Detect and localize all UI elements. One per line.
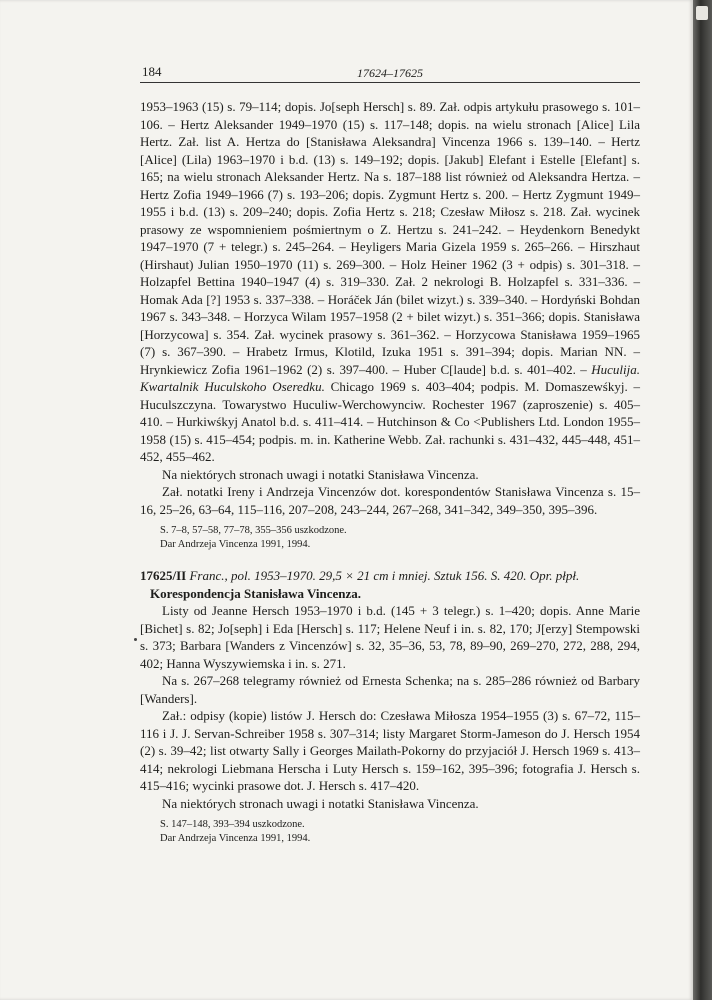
entry-17625-description: Franc., pol. 1953–1970. 29,5 × 21 cm i mniej. Sztuk 156. S. 420. Opr. płpł. (189, 568, 580, 583)
print-speck (134, 638, 137, 641)
running-title: 17624–17625 (357, 66, 423, 80)
entry-17625-donation-note: Dar Andrzeja Vincenza 1991, 1994. (160, 833, 311, 844)
scan-corner-mark (696, 6, 708, 20)
page-header (140, 60, 640, 83)
entry-17624-text: 1953–1963 (15) s. 79–114; dopis. Jo[seph Hersch] s. 89. Zał. odpis artykułu prasowego s. 101–106. – Hertz Aleksander 1949–1970 (15) s. 117–148; dopis. na wielu stronach [Alice] Lila Hertz. Zał. list A. Hertza do [Stanisława Aleksandra] Vincenza 1966 s. 139–140. – Hertz [Alice] (Lila) 1963–1970 i b.d. (13) s. 149–192; dopis. [Jakub] Elefant i Estelle [Elefant] s. 165; na wielu stronach Aleksander Hertz. Na s. 187–188 list również od Aleksandra Hertza. – Hertz Zofia 1949–1966 (7) s. 193–206; dopis. Zygmunt Hertz s. 200. – Hertz Zygmunt 1949–1955 i b.d. (13) s. 209–240; dopis. Zofia Hertz s. 218; Czesław Miłosz s. 218. Zał. wycinek prasowy ze wspomnieniem pośmiertnym o Z. Hertzu s. 241–242. – Heydenkorn Benedykt 1947–1970 (7 + telegr.) s. 245–264. – Heyligers Maria Gizela 1959 s. 265–266. – Hirszhaut (Hirshaut) Julian 1950–1970 (11) s. 269–300. – Holz Heiner 1962 (3 + odpis) s. 301–318. – Holzapfel Bettina 1940–1947 (4) s. 319–330. Zał. 2 nekrologi B. Holzapfel s. 331–336. – Homak Ada [?] 1953 s. 337–338. – Horáček Ján (bilet wizyt.) s. 339–340. – Hordyński Bohdan 1967 s. 343–348. – Horzyca Wilam 1957–1958 (2 + bilet wizyt.) s. 351–366; dopis. Stanisława [Horzycowa] s. 354. Zał. wycinek prasowy s. 361–362. – Horzycowa Stanisława 1959–1965 (7) s. 367–390. – Hrabetz Irmus, Klotild, Izuka 1951 s. 391–394; dopis. Marian NN. – Hrynkiewicz Zofia 1961–1962 (2) s. 397–400. – Huber C[laude] b.d. s. 401–402. – (140, 99, 640, 377)
entry-17624-text-end: Chicago 1969 s. 403–404; podpis. M. Domaszewśkyj. – Huculszczyna. Towarystwo Huculiw-Werchowynciw. Rochester 1967 (zaproszenie) s. 405–410. – Hurkiwśkyj Anatol b.d. s. 411–414. – Hutchinson & Co <Publishers Ltd. London 1955–1958 (15) s. 415–454; podpis. m. in. Katherine Webb. Zał. rachunki s. 431–432, 445–448, 451–452, 455–462. (140, 379, 641, 464)
entry-17625-signature: 17625/II (140, 568, 187, 583)
entry-17625-title: Korespondencja Stanisława Vincenza. (150, 585, 362, 601)
entry-17625-attachments-para: Zał.: odpisy (kopie) listów J. Hersch do: Czesława Miłosza 1954–1955 (3) s. 67–72, 115–116 i J. J. Servan-Schreiber 1958 s. 307–314; listy Margaret Storm-Jameson do J. Hersch 1954 (2) s. 39–42; list otwarty Sally i Georges Mailath-Pokorny do przyjaciół J. Hersch 1969 s. 413–414; nekrologi Liebmana Herscha i Luty Hersch s. 159–162, 395–396; fotografia J. Hersch s. 415–416; wycinki prasowe dot. J. Hersch s. 417–420. (140, 708, 640, 793)
entry-17625-telegrams-para: Na s. 267–268 telegramy również od Ernesta Schenka; na s. 285–286 również od Barbary [Wanders]. (140, 673, 640, 706)
entry-17624-donation-note: Dar Andrzeja Vincenza 1991, 1994. (160, 539, 311, 550)
entry-17625-damage-note: S. 147–148, 393–394 uszkodzone. (160, 819, 305, 830)
entry-17624-attachments-para: Zał. notatki Ireny i Andrzeja Vincenzów dot. korespondentów Stanisława Vincenza s. 15–16, 25–26, 63–64, 115–116, 207–208, 243–244, 267–268, 341–342, 349–350, 395–396. (140, 484, 640, 517)
entry-17624-continuation (140, 98, 640, 466)
entry-17624-journal-title: Huculija. Kwartalnik Huculskoho Oseredku. (140, 361, 641, 394)
entry-17625-letters-para: Listy od Jeanne Hersch 1953–1970 i b.d. (145 + 3 telegr.) s. 1–420; dopis. Anne Marie [Bichet] s. 82; Jo[seph] i Eda [Hersch] s. 117; Helene Neuf i in. s. 82, 170; J[erzy] Stempowski s. 373; Barbara [Wanders z Vincenzów] s. 32, 35–36, 53, 78, 89–90, 269–270, 272, 288, 294, 402; Hanna Wyszywiemska i in. s. 271. (140, 603, 640, 671)
scan-edge (693, 0, 712, 1000)
entry-17624-notes-para: Na niektórych stronach uwagi i notatki Stanisława Vincenza. (162, 466, 479, 482)
page-content (140, 98, 640, 846)
entry-17625-notes-para: Na niektórych stronach uwagi i notatki Stanisława Vincenza. (162, 795, 479, 811)
page-number: 184 (142, 64, 162, 79)
entry-17625-heading (140, 567, 640, 585)
entry-17624-damage-note: S. 7–8, 57–58, 77–78, 355–356 uszkodzone. (160, 525, 347, 536)
